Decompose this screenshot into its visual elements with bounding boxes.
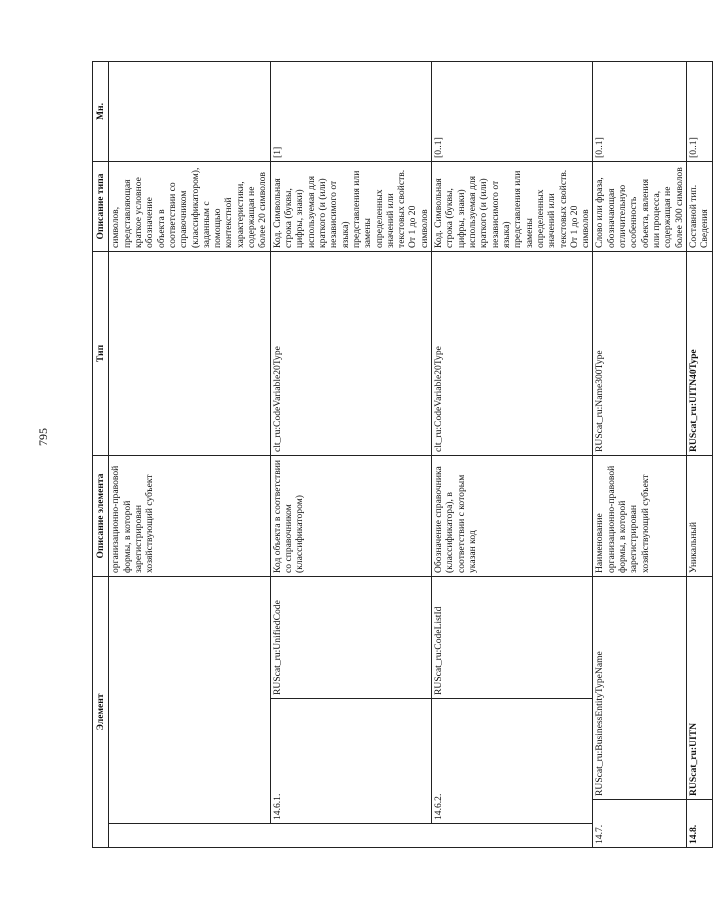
- row-3-description: Наименование организационно-правовой формы, в которой зарегистрирован хозяйствующий субъект: [593, 456, 687, 577]
- row-3-type: RUScat_ru:Name300Type: [593, 252, 687, 456]
- rotated-table-container: [92, 62, 711, 848]
- table-row: [109, 62, 270, 848]
- row-0-type: [109, 252, 270, 456]
- row-1-description: Код объекта в соответствии со справочником (классификатором): [270, 456, 431, 577]
- header-type-description: Описание типа: [93, 162, 109, 252]
- table-row: [593, 62, 687, 848]
- table-row: [270, 62, 431, 848]
- header-type: Тип: [93, 252, 109, 456]
- table-row: [432, 62, 593, 848]
- row-2-type-description: Код. Символьная строка (буквы, цифры, знаки) используемая для краткого (и (или) независимого от языка) представления или замены определенных значений или текстовых свойств. От 1 до 20 символов: [432, 162, 593, 252]
- row-2-element: RUScat_ru:CodeListId: [432, 577, 593, 699]
- spec-table: [92, 61, 713, 848]
- row-3-type-description: Слово или фраза, обозначающая отличительную особенность объекта, явления или процесса, содержащая не более 300 символов: [593, 162, 687, 252]
- row-1-num: 14.6.1.: [270, 699, 431, 824]
- header-description: Описание элемента: [93, 456, 109, 577]
- row-0-multiplicity: [109, 62, 270, 162]
- row-3-multiplicity: [0..1]: [593, 62, 687, 162]
- row-1-type: clt_ru:CodeVariable20Type: [270, 252, 431, 456]
- page-number: 795: [36, 428, 50, 446]
- row-0-description: организационно-правовой формы, в которой зарегистрирован хозяйствующий субъект: [109, 456, 270, 577]
- row-2-num: 14.6.2.: [432, 699, 593, 824]
- header-row: [93, 62, 109, 848]
- row-1-type-description: Код. Символьная строка (буквы, цифры, знаки) используемая для краткого (и (или) независимого от языка) представления или замены определенных значений или текстовых свойств. От 1 до 20 символов: [270, 162, 431, 252]
- row-2-description: Обозначение справочника (классификатора), в соответствии с которым указан код: [432, 456, 593, 577]
- row-1-multiplicity: [1]: [270, 62, 431, 162]
- row-1-element: RUScat_ru:UnifiedCode: [270, 577, 431, 699]
- row-0-type-description: символов, представляющая краткое условное обозначение объекта в соответствии со справочником (классификатором), заданным с помощью контекстной характеристики, содержащая не более 20 символов: [109, 162, 270, 252]
- row-4-num: 14.8.: [686, 800, 712, 848]
- header-element: Элемент: [93, 577, 109, 848]
- header-multiplicity: Мн.: [93, 62, 109, 162]
- row-0-element: [109, 577, 270, 824]
- row-2-multiplicity: [0..1]: [432, 62, 593, 162]
- row-3-element: RUScat_ru:BusinessEntityTypeName: [593, 577, 687, 800]
- row-4-element: RUScat_ru:UITN: [686, 577, 712, 800]
- row-4-description: Уникальный: [686, 456, 712, 577]
- row-3-num: 14.7.: [593, 800, 687, 848]
- row-4-type-description: Составной тип. Сведения: [686, 162, 712, 252]
- row-4-type: RUScat_ru:UITN40Type: [686, 252, 712, 456]
- row-4-multiplicity: [0..1]: [686, 62, 712, 162]
- table-row: [686, 62, 712, 848]
- row-2-type: clt_ru:CodeVariable20Type: [432, 252, 593, 456]
